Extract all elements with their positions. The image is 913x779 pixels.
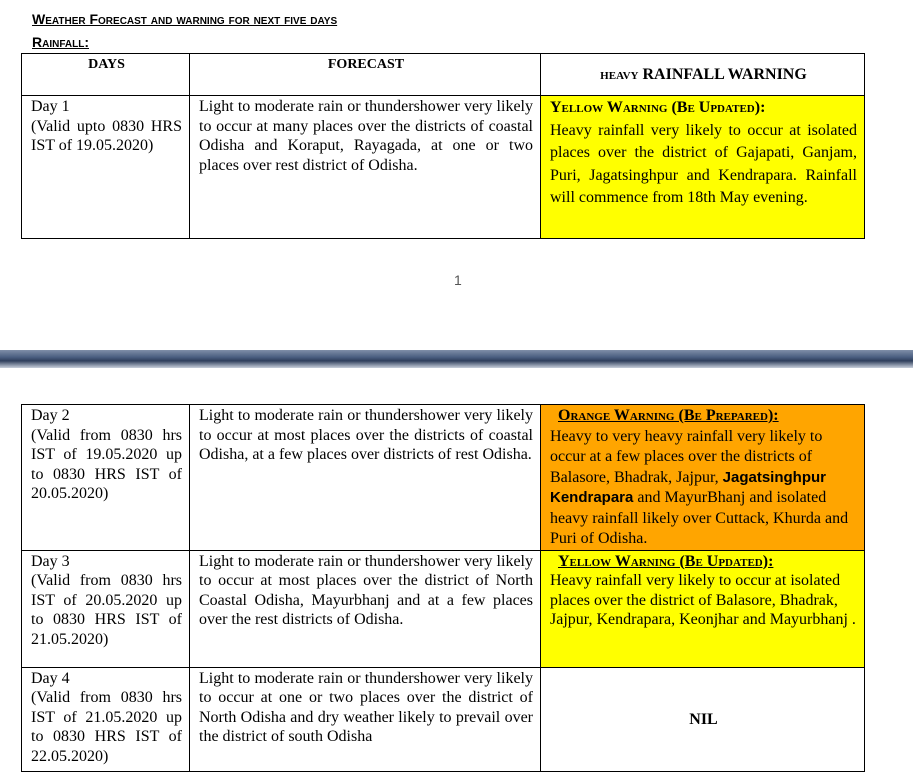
table-row (22, 667, 865, 771)
header-warning (541, 54, 865, 96)
day-cell (22, 405, 190, 551)
warning-text-part-b: and MayurBhanj and isolated heavy rainfall likely over Cuttack, Khurda and Puri of Odisha. (550, 489, 849, 547)
table-row (22, 550, 865, 667)
forecast-table-page-1 (21, 53, 865, 239)
page-break-bar (0, 350, 913, 368)
forecast-cell: Light to moderate rain or thundershower very likely to occur at many places over the districts of coastal Odisha and Koraput, Rayagada, at one or two places over rest district of Odisha. (190, 96, 541, 239)
warning-cell-nil: NIL (541, 667, 865, 771)
day-validity: (Valid from 0830 hrs IST of 21.05.2020 up to 0830 HRS IST of 22.05.2020) (31, 689, 182, 765)
table-row (22, 405, 865, 551)
day-cell (22, 96, 190, 239)
warning-text: Heavy rainfall very likely to occur at isolated places over the district of Gajapati, Ganjam, Puri, Jagatsinghpur and Kendrapara. Rainfall will commence from 18th May evening. (550, 121, 857, 206)
day-label: Day 4 (31, 669, 70, 687)
header-days: DAYS (22, 54, 190, 96)
warning-text: Heavy rainfall very likely to occur at isolated places over the district of Balasore, Bhadrak, Jajpur, Kendrapara, Keonjhar and Mayurbhanj . (550, 572, 856, 628)
day-validity: (Valid from 0830 hrs IST of 20.05.2020 up to 0830 HRS IST of 21.05.2020) (31, 572, 182, 648)
page-number: 1 (454, 272, 462, 288)
day-label: Day 1 (31, 98, 70, 115)
header-forecast: FORECAST (190, 54, 541, 96)
forecast-cell: Light to moderate rain or thundershower very likely to occur at most places over the districts of coastal Odisha, at a few places over districts of rest Odisha. (190, 405, 541, 551)
warning-text-part-a: Heavy to very heavy rainfall very likely to occur at a few places over the districts of Balasore, Bhadrak, Jajpur, (550, 427, 823, 486)
warning-title: Yellow Warning (Be Updated): (558, 552, 774, 570)
table-row (22, 96, 865, 239)
day-cell (22, 550, 190, 667)
warning-cell-yellow (541, 550, 865, 667)
warning-cell-orange (541, 405, 865, 551)
warning-text (550, 427, 857, 550)
section-subtitle: Rainfall: (32, 34, 89, 50)
warning-cell-yellow (541, 96, 865, 239)
day-cell (22, 667, 190, 771)
day-label: Day 2 (31, 407, 70, 424)
forecast-cell: Light to moderate rain or thundershower very likely to occur at most places over the district of North Coastal Odisha, Mayurbhanj and at a few places over the rest districts of Odisha. (190, 550, 541, 667)
header-warning-label: heavy RAINFALL WARNING (600, 66, 807, 84)
day-validity: (Valid upto 0830 HRS IST of 19.05.2020) (31, 117, 182, 154)
forecast-cell: Light to moderate rain or thundershower very likely to occur at one or two places over the district of North Odisha and dry weather likely to prevail over the district of south Odisha (190, 667, 541, 771)
day-label: Day 3 (31, 552, 70, 570)
warning-title: Orange Warning (Be Prepared): (558, 407, 779, 424)
day-validity: (Valid from 0830 hrs IST of 19.05.2020 up to 0830 HRS IST of 20.05.2020) (31, 426, 182, 502)
forecast-table-page-2 (21, 404, 865, 772)
document-title: Weather Forecast and warning for next five days (32, 11, 338, 27)
warning-title: Yellow Warning (Be Updated): (550, 99, 766, 116)
warning-text-bold: Jagatsinghpur Kendrapara (550, 468, 826, 506)
